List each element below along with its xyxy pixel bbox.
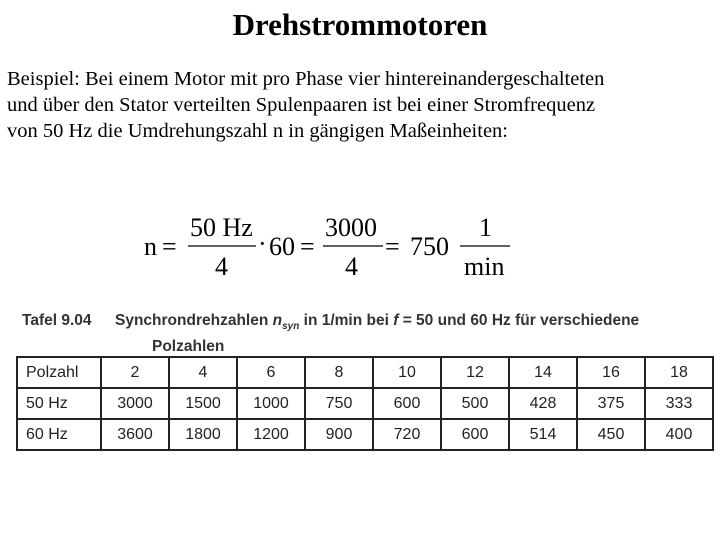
table-cell: 450 <box>578 420 646 449</box>
table-cell: 1800 <box>170 420 238 449</box>
rpm-formula <box>140 210 520 285</box>
table-cell: 1200 <box>238 420 306 449</box>
table-cell: 333 <box>646 389 712 420</box>
example-paragraph <box>7 66 715 144</box>
table-cell: 720 <box>374 420 442 449</box>
table-cell: 514 <box>510 420 578 449</box>
unit-numerator: 1 <box>479 213 492 242</box>
synchronous-speed-table <box>16 356 714 451</box>
table-cell: 3600 <box>102 420 170 449</box>
table-cell: 8 <box>306 358 374 389</box>
table-cell: 428 <box>510 389 578 420</box>
table-row <box>18 358 712 389</box>
table-caption <box>22 311 712 357</box>
caption-symbol-sub: syn <box>282 321 300 333</box>
caption-text: Synchrondrehzahlen <box>115 312 273 329</box>
fraction2-numerator: 3000 <box>325 213 377 242</box>
table-cell: 4 <box>170 358 238 389</box>
table-cell: 500 <box>442 389 510 420</box>
table-cell: 18 <box>646 358 712 389</box>
table-row <box>18 420 712 449</box>
caption-number: Tafel 9.04 <box>22 312 92 329</box>
fraction1-denominator: 4 <box>215 252 228 281</box>
caption-f-symbol: f <box>393 312 399 329</box>
formula-result: 750 <box>410 232 449 261</box>
table-cell: 3000 <box>102 389 170 420</box>
row-label: 50 Hz <box>18 389 102 420</box>
table-cell: 16 <box>578 358 646 389</box>
table-cell: 2 <box>102 358 170 389</box>
table-cell: 14 <box>510 358 578 389</box>
table-cell: 6 <box>238 358 306 389</box>
formula-equals: = <box>300 232 315 261</box>
caption-symbol: n <box>272 312 283 329</box>
table-cell: 900 <box>306 420 374 449</box>
table-cell: 1000 <box>238 389 306 420</box>
table-cell: 400 <box>665 425 693 443</box>
caption-text: = 50 und 60 Hz für verschiedene <box>398 312 640 329</box>
fraction2-denominator: 4 <box>345 252 358 281</box>
table-cell: 1500 <box>170 389 238 420</box>
page-title: Drehstrommotoren <box>232 7 488 42</box>
table-cell: 375 <box>578 389 646 420</box>
formula-equals: = <box>162 232 177 261</box>
row-label: 60 Hz <box>18 420 102 449</box>
formula-lhs: n <box>144 232 157 261</box>
table-cell: 600 <box>374 389 442 420</box>
table-cell: 600 <box>442 420 510 449</box>
table-row <box>18 389 712 420</box>
formula-equals: = <box>385 232 400 261</box>
caption-line2: Polzahlen <box>152 338 225 356</box>
caption-text: in 1/min bei <box>299 312 394 329</box>
table-cell: 750 <box>306 389 374 420</box>
formula-factor: 60 <box>269 232 295 261</box>
row-label: Polzahl <box>18 358 102 389</box>
formula-times: · <box>258 229 267 258</box>
paragraph-line: Beispiel: Bei einem Motor mit pro Phase vier hintereinandergeschalteten <box>7 68 605 90</box>
fraction1-numerator: 50 Hz <box>190 213 253 242</box>
table-cell: 10 <box>374 358 442 389</box>
table-cell: 12 <box>442 358 510 389</box>
unit-denominator: min <box>464 252 505 281</box>
paragraph-line: von 50 Hz die Umdrehungszahl n in gängigen Maßeinheiten: <box>7 120 508 142</box>
paragraph-line: und über den Stator verteilten Spulenpaaren ist bei einer Stromfrequenz <box>7 94 596 116</box>
